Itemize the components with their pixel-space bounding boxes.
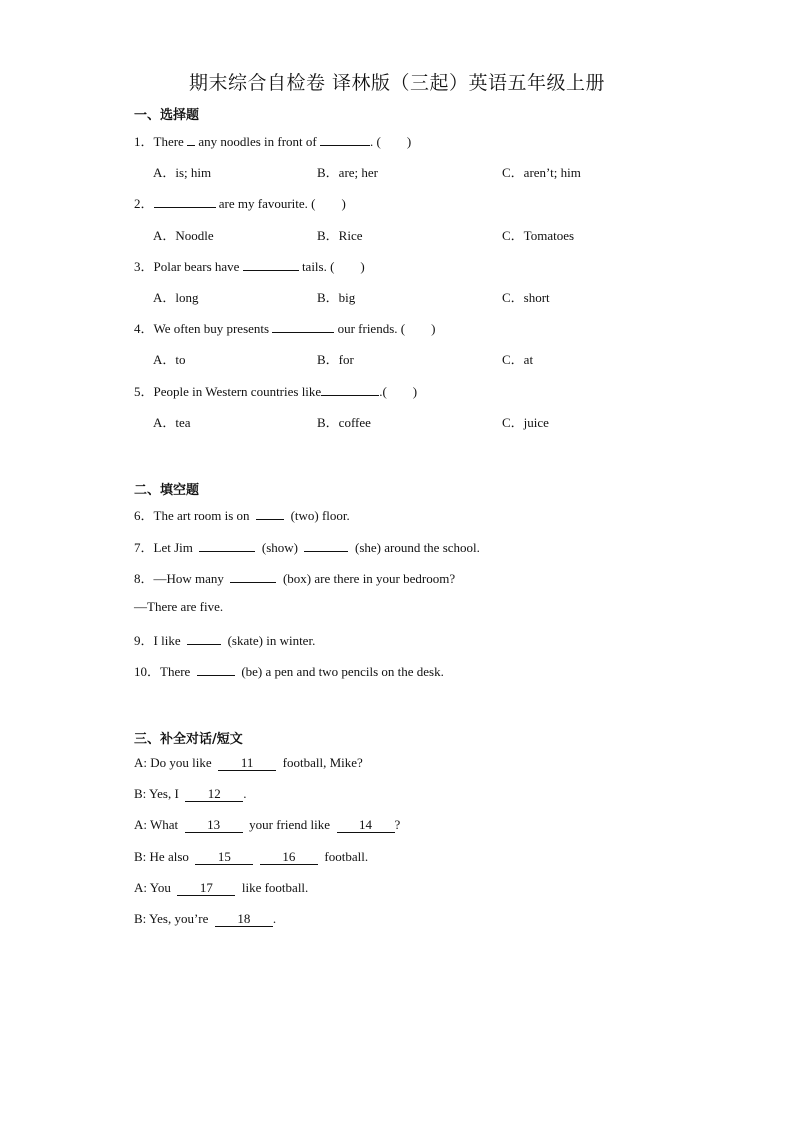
answer-blank[interactable] bbox=[154, 195, 216, 208]
question-4: 4．We often buy presents our friends. ( ) bbox=[134, 321, 436, 336]
option-b[interactable]: B．coffee bbox=[317, 415, 371, 430]
numbered-blank[interactable]: 18 bbox=[215, 912, 273, 927]
option-c[interactable]: C．short bbox=[502, 290, 550, 305]
answer-blank[interactable] bbox=[243, 258, 299, 271]
dialogue-line-3: A: What 13 your friend like 14 ? bbox=[134, 817, 401, 832]
options-5 bbox=[153, 412, 713, 430]
option-a[interactable]: A．to bbox=[153, 352, 186, 367]
dialogue-line-1: A: Do you like 11 football, Mike? bbox=[134, 755, 363, 770]
question-5: 5．People in Western countries like .( ) bbox=[134, 384, 418, 399]
answer-blank[interactable] bbox=[197, 663, 235, 676]
answer-blank[interactable] bbox=[256, 507, 284, 520]
question-2: 2． are my favourite. ( ) bbox=[134, 196, 346, 211]
page-title: 期末综合自检卷 译林版（三起）英语五年级上册 bbox=[188, 72, 606, 94]
answer-blank[interactable] bbox=[304, 539, 348, 552]
options-4 bbox=[153, 349, 713, 367]
option-a[interactable]: A．tea bbox=[153, 415, 191, 430]
answer-blank[interactable] bbox=[199, 539, 255, 552]
numbered-blank[interactable]: 11 bbox=[218, 756, 276, 771]
numbered-blank[interactable]: 15 bbox=[195, 850, 253, 865]
question-6: 6．The art room is on (two) floor. bbox=[134, 508, 350, 523]
option-c[interactable]: C．Tomatoes bbox=[502, 228, 575, 243]
option-c[interactable]: C．juice bbox=[502, 415, 549, 430]
numbered-blank[interactable]: 13 bbox=[185, 818, 243, 833]
section-heading-fill: 二、填空题 bbox=[134, 483, 200, 498]
option-a[interactable]: A．Noodle bbox=[153, 228, 214, 243]
question-10: 10．There (be) a pen and two pencils on the desk. bbox=[134, 664, 444, 679]
section-heading-choice: 一、选择题 bbox=[134, 108, 200, 123]
options-3 bbox=[153, 287, 713, 305]
options-1 bbox=[153, 162, 713, 180]
numbered-blank[interactable]: 12 bbox=[185, 787, 243, 802]
answer-blank[interactable] bbox=[320, 133, 370, 146]
option-b[interactable]: B．big bbox=[317, 290, 356, 305]
option-a[interactable]: A．long bbox=[153, 290, 199, 305]
option-b[interactable]: B．for bbox=[317, 352, 354, 367]
option-b[interactable]: B．Rice bbox=[317, 228, 363, 243]
section-heading-dialogue: 三、补全对话/短文 bbox=[134, 732, 243, 747]
options-2 bbox=[153, 225, 713, 243]
answer-blank[interactable] bbox=[272, 320, 334, 333]
numbered-blank[interactable]: 16 bbox=[260, 850, 318, 865]
numbered-blank[interactable]: 17 bbox=[177, 881, 235, 896]
option-c[interactable]: C．at bbox=[502, 352, 534, 367]
dialogue-line-2: B: Yes, I 12 . bbox=[134, 786, 247, 801]
answer-blank[interactable] bbox=[187, 632, 221, 645]
question-9: 9．I like (skate) in winter. bbox=[134, 633, 316, 648]
question-1: 1．There any noodles in front of . ( ) bbox=[134, 134, 412, 149]
answer-blank[interactable] bbox=[321, 383, 379, 396]
question-8: 8．—How many (box) are there in your bedroom? bbox=[134, 571, 456, 586]
option-c[interactable]: C．aren’t; him bbox=[502, 165, 581, 180]
answer-blank[interactable] bbox=[230, 570, 276, 583]
dialogue-line-4: B: He also 15 16 football. bbox=[134, 849, 369, 864]
question-8-answer: —There are five. bbox=[134, 599, 224, 614]
numbered-blank[interactable]: 14 bbox=[337, 818, 395, 833]
dialogue-line-6: B: Yes, you’re 18 . bbox=[134, 911, 277, 926]
option-a[interactable]: A．is; him bbox=[153, 165, 212, 180]
option-b[interactable]: B．are; her bbox=[317, 165, 379, 180]
dialogue-line-5: A: You 17 like football. bbox=[134, 880, 309, 895]
question-3: 3．Polar bears have tails. ( ) bbox=[134, 259, 365, 274]
answer-blank[interactable] bbox=[187, 133, 195, 146]
question-7: 7．Let Jim (show) (she) around the school. bbox=[134, 540, 480, 555]
